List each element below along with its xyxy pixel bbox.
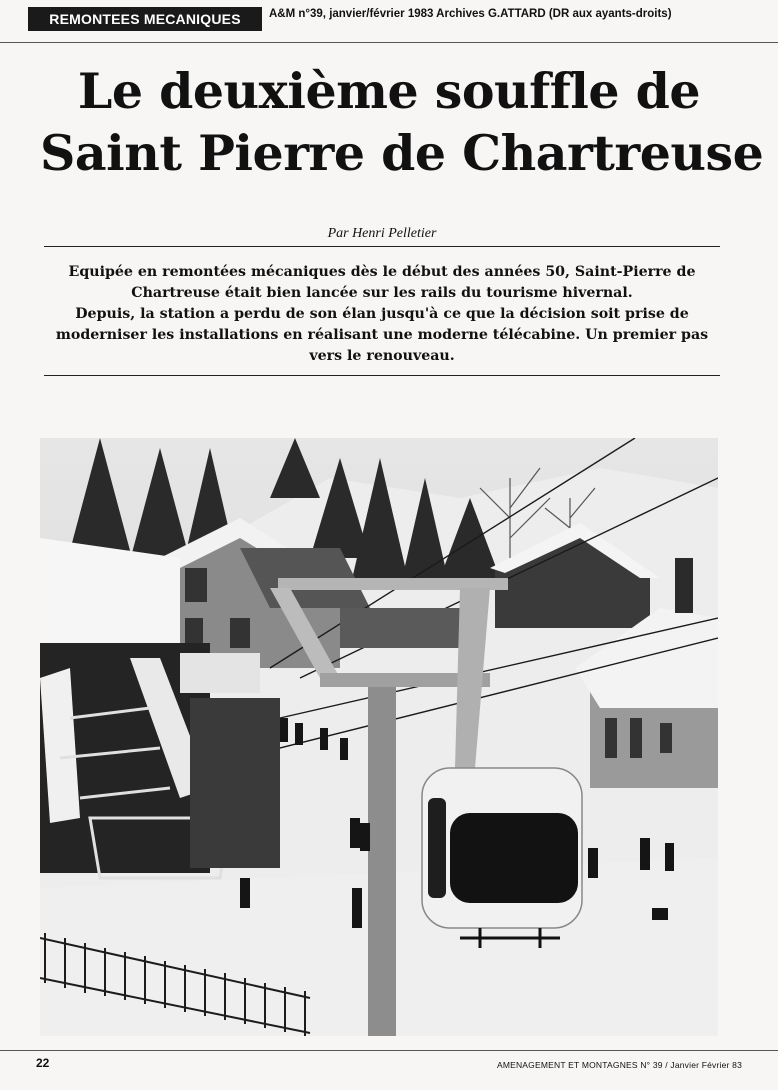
- footer-rule: [0, 1050, 778, 1051]
- headline-line-2: Saint Pierre de Chartreuse: [40, 124, 764, 182]
- article-headline: [40, 60, 764, 184]
- running-footer: AMENAGEMENT ET MONTAGNES N° 39 / Janvier Février 83: [496, 1060, 742, 1070]
- divider-top: [44, 246, 720, 247]
- byline: Par Henri Pelletier: [327, 226, 437, 241]
- photo-illustration: [40, 438, 718, 1036]
- headline-line-1: Le deuxième souffle de: [77, 62, 701, 120]
- gondola-cabin: [422, 768, 582, 948]
- page-number: 22: [36, 1056, 50, 1070]
- lead-paragraph-1: Equipée en remontées mécaniques dès le début des années 50, Saint-Pierre de Chartreuse était bien lancée sur les rails du tourisme hivernal.: [68, 264, 696, 301]
- divider-bottom: [44, 375, 720, 376]
- gondola-station-photo: [40, 438, 718, 1036]
- header-rule: [0, 42, 778, 43]
- lead-paragraph-2: Depuis, la station a perdu de son élan jusqu'à ce que la décision soit prise de moderniser les installations en réalisant une moderne télécabine. Un premier pas vers le renouveau.: [55, 306, 709, 364]
- section-tag: REMONTEES MECANIQUES: [28, 7, 262, 31]
- page-header: [0, 0, 778, 44]
- source-note: A&M n°39, janvier/février 1983 Archives G.ATTARD (DR aux ayants-droits): [269, 8, 672, 20]
- lead-text: [48, 262, 716, 367]
